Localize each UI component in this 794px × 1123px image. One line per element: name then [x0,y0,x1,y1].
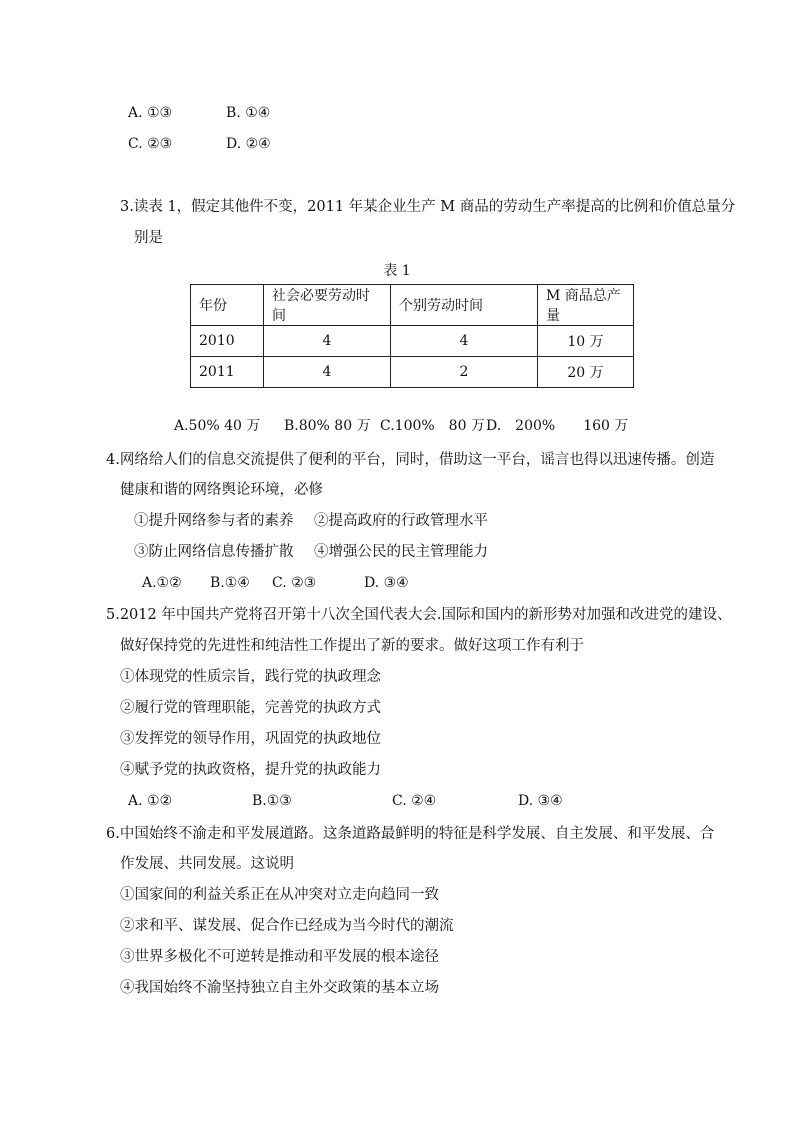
q5-option-c: C. ②④ [392,793,437,809]
q3-option-c: C.100% 80 万 [380,418,485,434]
q5-item-3: ③发挥党的领导作用，巩固党的执政地位 [120,731,381,747]
cell-social-time: 4 [264,357,391,388]
cell-year: 2010 [191,326,264,357]
table-row [191,326,634,357]
q6-item-3: ③世界多极化不可逆转是推动和平发展的根本途径 [120,949,439,965]
cell-individual-time: 2 [391,357,538,388]
q4-option-d: D. ③④ [364,575,409,591]
q5-option-a: A. ①② [128,793,173,809]
q6-item-1: ①国家间的利益关系正在从冲突对立走向趋同一致 [120,887,439,903]
q4-stem-line1: 4.网络给人们的信息交流提供了便利的平台，同时，借助这一平台，谣言也得以迅速传播。创造 [106,452,715,468]
q5-option-d: D. ③④ [518,793,563,809]
q2-option-d: D. ②④ [226,136,271,152]
q4-item-2: ②提高政府的行政管理水平 [314,513,488,529]
q5-stem-line1: 5.2012 年中国共产党将召开第十八次全国代表大会.国际和国内的新形势对加强和改进党的建设、 [106,607,732,623]
q4-option-b: B.①④ [210,575,250,591]
q5-item-1: ①体现党的性质宗旨，践行党的执政理念 [120,669,381,685]
q6-item-4: ④我国始终不渝坚持独立自主外交政策的基本立场 [120,980,439,996]
q4-option-c: C. ②③ [272,575,317,591]
header-year: 年份 [191,285,264,326]
q3-option-b: B.80% 80 万 [284,418,371,434]
q3-stem-line2: 别是 [134,230,163,246]
q2-option-c: C. ②③ [128,136,173,152]
q6-stem-line2: 作发展、共同发展。这说明 [120,856,294,872]
q4-option-a: A.①② [142,575,182,591]
q4-item-1: ①提升网络参与者的素养 [134,513,294,529]
data-table [190,284,634,388]
q3-option-d: D. 200% 160 万 [486,418,629,434]
q4-item-3: ③防止网络信息传播扩散 [134,544,294,560]
q3-option-a: A.50% 40 万 [174,418,261,434]
cell-year: 2011 [191,357,264,388]
q2-option-a: A. ①③ [128,105,173,121]
q4-stem-line2: 健康和谐的网络舆论环境，必修 [120,482,323,498]
q2-option-b: B. ①④ [226,105,271,121]
cell-social-time: 4 [264,326,391,357]
header-individual-time: 个别劳动时间 [391,285,538,326]
q6-item-2: ②求和平、谋发展、促合作已经成为当今时代的潮流 [120,918,454,934]
header-total-output: M 商品总产量 [538,285,634,326]
table-header-row [191,285,634,326]
table-row [191,357,634,388]
q6-stem-line1: 6.中国始终不渝走和平发展道路。这条道路最鲜明的特征是科学发展、自主发展、和平发展、合 [106,826,715,842]
q5-stem-line2: 做好保持党的先进性和纯洁性工作提出了新的要求。做好这项工作有利于 [120,638,584,654]
q4-item-4: ④增强公民的民主管理能力 [314,544,488,560]
table-caption: 表 1 [383,263,411,279]
q3-stem-line1: 3.读表 1，假定其他件不变，2011 年某企业生产 M 商品的劳动生产率提高的比例和价值总量分 [120,199,736,215]
q5-item-4: ④赋予党的执政资格，提升党的执政能力 [120,762,381,778]
q5-option-b: B.①③ [252,793,292,809]
q5-item-2: ②履行党的管理职能，完善党的执政方式 [120,700,381,716]
cell-individual-time: 4 [391,326,538,357]
cell-total-output: 20 万 [538,357,634,388]
cell-total-output: 10 万 [538,326,634,357]
header-social-time: 社会必要劳动时间 [264,285,391,326]
